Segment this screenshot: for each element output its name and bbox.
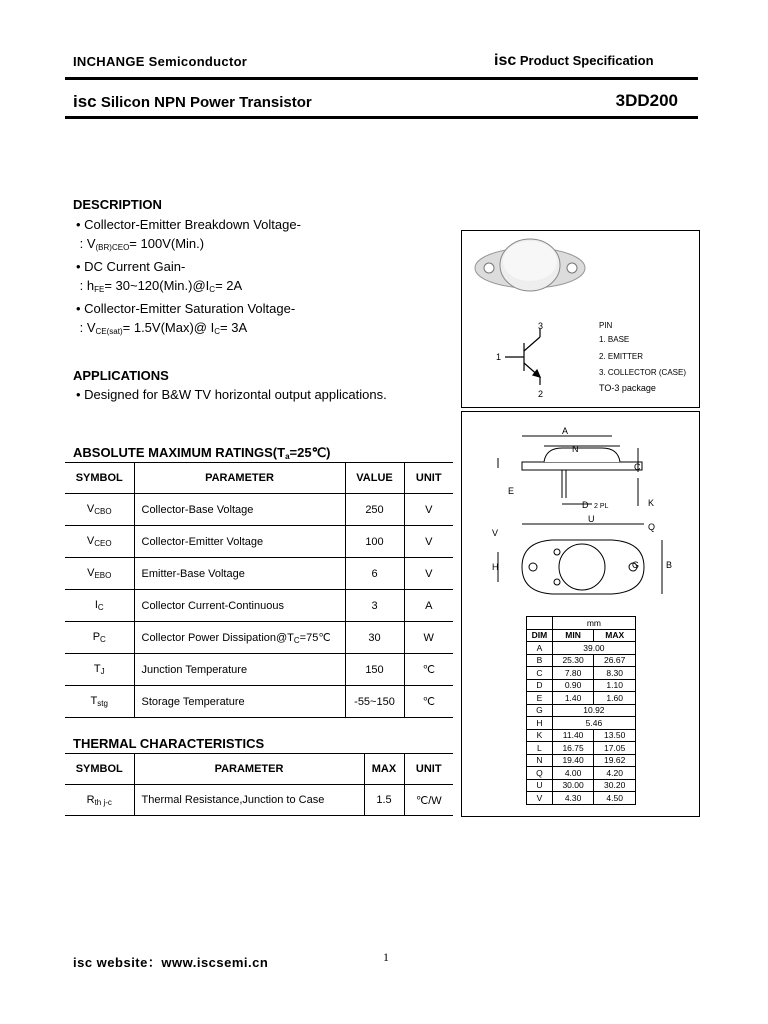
title-rule — [65, 116, 698, 119]
dim-label: D — [582, 500, 589, 510]
dim-label: E — [508, 486, 515, 496]
pin-label: 1 — [496, 352, 502, 362]
table-row: A 39.00 — [527, 642, 636, 655]
table-row: N 19.40 19.62 — [527, 754, 636, 767]
package-dimension-figure — [461, 411, 700, 817]
product-title — [73, 92, 312, 112]
dim-label: G — [632, 560, 640, 570]
company-name: INCHANGE Semiconductor — [73, 54, 248, 69]
table-row: E 1.40 1.60 — [527, 692, 636, 705]
dim-label: A — [562, 426, 569, 436]
footer-website — [73, 952, 268, 971]
thermal-header-row: SYMBOL PARAMETER MAX UNIT — [65, 754, 453, 785]
table-row: C 7.80 8.30 — [527, 667, 636, 680]
description-value: : $V_{(BR)CEO}= 100V(Min.)$ — [76, 236, 205, 252]
package-label: TO-3 package — [599, 383, 656, 393]
dim-label: K — [648, 498, 655, 508]
description-value: : $V_{CE(sat)}=$ 1.5V(Max)@ $I_C= 3A$ — [76, 320, 248, 336]
applications-heading: APPLICATIONS — [73, 368, 169, 383]
thermal-table — [65, 753, 453, 816]
description-block — [76, 215, 301, 341]
dimension-table: mm DIM MIN MAX A 39.00 B 25.30 26.67 C 7.80 8.30 D 0.90 1.10 E 1.40 1.60 G 10.92 H 5.46 K 11.40 13.50 L 16.75 17.05 N 19.40 19.62 Q 4.00 4.20 U 30.00 30.20 V 4.30 4.50 — [526, 616, 636, 805]
dim-label: B — [666, 560, 673, 570]
product-name: Silicon NPN Power Transistor — [100, 94, 312, 111]
dimension-drawing — [462, 412, 699, 612]
pin-base: 1. BASE — [599, 335, 630, 344]
applications-item: • Designed for B&W TV horizontal output applications. — [76, 387, 387, 402]
dim-label: N — [572, 444, 579, 454]
table-row: K 11.40 13.50 — [527, 729, 636, 742]
description-item: • Collector-Emitter Saturation Voltage- — [76, 301, 296, 316]
website-link[interactable]: www.iscsemi.cn — [161, 955, 269, 970]
pin-label: 3 — [538, 321, 544, 331]
description-item: • Collector-Emitter Breakdown Voltage- — [76, 217, 301, 232]
table-row: Q 4.00 4.20 — [527, 767, 636, 780]
table-row: H 5.46 — [527, 717, 636, 730]
isc-title-text: isc — [73, 92, 97, 111]
table-row: $I_C$ Collector Current-Continuous 3 A — [65, 590, 453, 622]
package-pinout-figure — [461, 230, 700, 408]
ratings-header-row: SYMBOL PARAMETER VALUE UNIT — [65, 463, 453, 494]
thermal-heading: THERMAL CHARACTERISTICS — [73, 736, 265, 751]
spec-label — [494, 52, 654, 70]
table-row: L 16.75 17.05 — [527, 742, 636, 755]
isc-logo-text: isc — [494, 52, 517, 69]
dim-label: C — [634, 462, 641, 472]
pin-label: 2 — [538, 389, 544, 399]
description-value: : $h_{FE}=$ $30\sim 120(Min.)@I_C= 2A$ — [76, 278, 243, 294]
dim-label: V — [492, 528, 499, 538]
table-row: $V_{CBO}$ Collector-Base Voltage 250 V — [65, 494, 453, 526]
dim-label: Q — [648, 522, 656, 532]
ratings-table — [65, 462, 453, 718]
part-number: 3DD200 — [615, 91, 678, 110]
spec-label-text: Product Specification — [519, 53, 654, 68]
pin-emitter: 2. EMITTER — [599, 352, 644, 361]
dim-label: H — [492, 562, 499, 572]
description-item: • DC Current Gain- — [76, 259, 186, 274]
website-label: isc website： — [73, 955, 162, 970]
table-row: G 10.92 — [527, 704, 636, 717]
table-row: $V_{CEO}$ Collector-Emitter Voltage 100 V — [65, 526, 453, 558]
ratings-heading: ABSOLUTE MAXIMUM $RATINGS(T_a=25℃)$ — [73, 445, 331, 461]
table-row: $P_C$ Collector Power $Dissipation@T_C=75℃$ 30 W — [65, 622, 453, 654]
table-row: B 25.30 26.67 — [527, 654, 636, 667]
table-row: D 0.90 1.10 — [527, 679, 636, 692]
dim-label: U — [588, 514, 595, 524]
table-row: $T_{stg}$ Storage Temperature -55~150 ℃ — [65, 686, 453, 718]
table-row: $T_J$ Junction Temperature 150 ℃ — [65, 654, 453, 686]
table-row: U 30.00 30.20 — [527, 779, 636, 792]
header-rule — [65, 77, 698, 80]
description-heading: DESCRIPTION — [73, 197, 162, 212]
npn-transistor-symbol — [505, 329, 540, 385]
pin-title: PIN — [599, 321, 613, 330]
pin-collector: 3. COLLECTOR (CASE) — [599, 368, 686, 377]
page-number: 1 — [383, 950, 389, 964]
table-row: $V_{EBO}$ Emitter-Base Voltage 6 V — [65, 558, 453, 590]
dim-label: 2 PL — [594, 503, 609, 510]
table-row: V 4.30 4.50 — [527, 792, 636, 805]
table-row: $R_{th j-c}$ Thermal Resistance,Junction to Case 1.5 ℃/W — [65, 785, 453, 816]
to3-package-photo — [462, 231, 699, 407]
